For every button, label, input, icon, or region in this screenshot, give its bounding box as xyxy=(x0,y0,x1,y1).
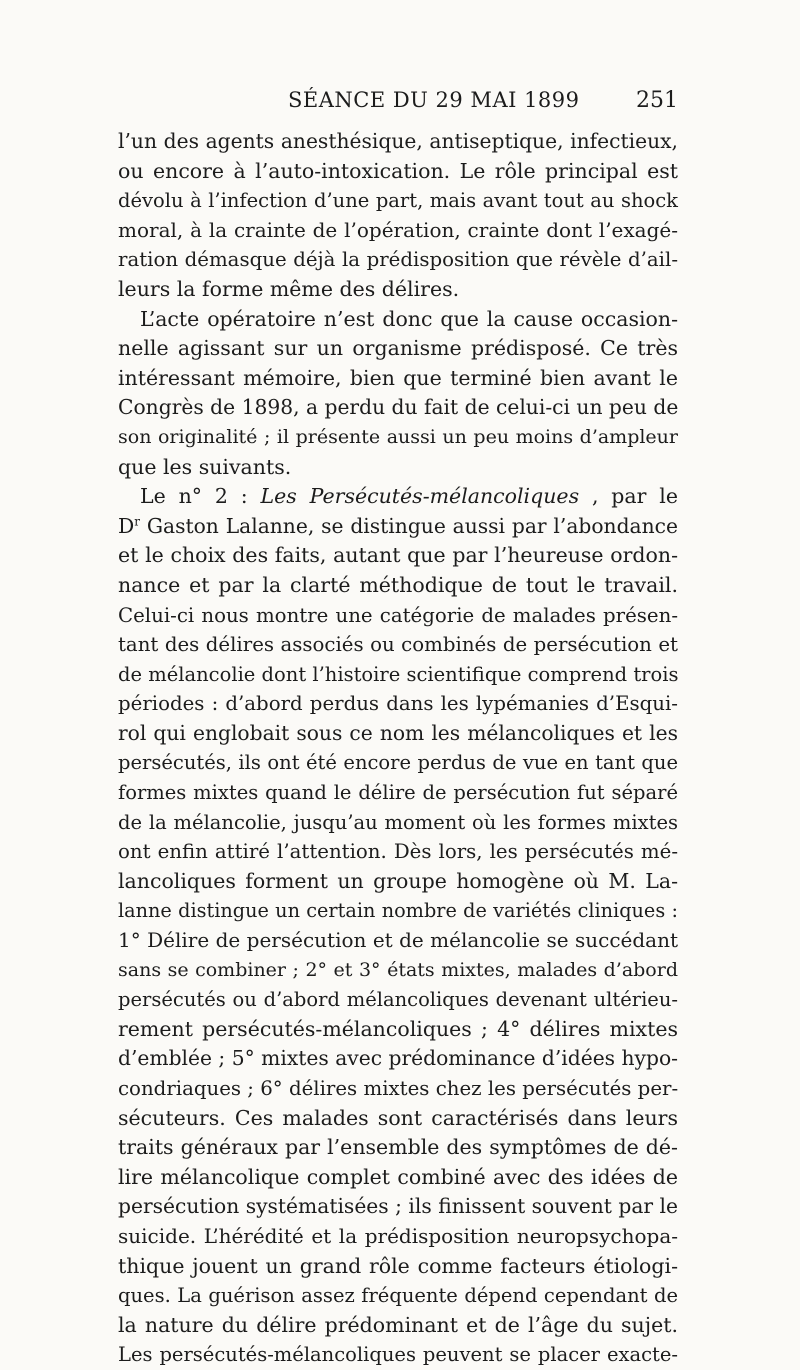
text-line: lancoliques forment un groupe homogène où M. La- xyxy=(118,868,678,893)
text-line: 1° Délire de persécution et de mélancolie se succédant xyxy=(118,928,678,953)
text-line: suicide. L’hérédité et la prédisposition neuropsychopa- xyxy=(118,1223,678,1248)
text-line: d’emblée ; 5° mixtes avec prédominance d’idées hypo- xyxy=(118,1046,678,1071)
line-prefix: Le n° 2 : xyxy=(140,484,261,509)
text-line: intéressant mémoire, bien que terminé bien avant le xyxy=(118,365,678,390)
text-line: l’un des agents anesthésique, antiseptique, infectieux, xyxy=(118,129,678,153)
text-line: nelle agissant sur un organisme prédisposé. Ce très xyxy=(118,336,678,361)
text-line: ration démasque déjà la prédisposition que révèle d’ail- xyxy=(118,248,678,272)
text-line: rol qui englobait sous ce nom les mélancoliques et les xyxy=(118,720,678,745)
text-line: tant des délires associés ou combinés de persécution et xyxy=(118,633,678,657)
line-suffix: , par le xyxy=(579,484,678,509)
text-line: sans se combiner ; 2° et 3° états mixtes, malades d’abord xyxy=(118,958,678,981)
text-line: et le choix des faits, autant que par l’heureuse ordon- xyxy=(118,543,678,568)
text-line: que les suivants. xyxy=(118,454,292,479)
text-line: Congrès de 1898, a perdu du fait de celui-ci un peu de xyxy=(118,395,679,420)
text-line xyxy=(118,512,678,542)
text-line: rement persécutés-mélancoliques ; 4° délires mixtes xyxy=(118,1016,678,1041)
text-line: nance et par la clarté méthodique de tout le travail. xyxy=(118,572,678,597)
text-line: lanne distingue un certain nombre de variétés cliniques : xyxy=(118,899,678,923)
text-line: de la mélancolie, jusqu’au moment où les formes mixtes xyxy=(118,810,678,834)
page-number: 251 xyxy=(636,88,678,113)
body-text xyxy=(118,127,678,1370)
text-line: de mélancolie dont l’histoire scientifique comprend trois xyxy=(118,662,679,686)
text-line: Celui-ci nous montre une catégorie de malades présen- xyxy=(118,603,678,627)
paragraph-start-line xyxy=(118,482,678,512)
text-line: périodes : d’abord perdus dans les lypémanies d’Esqui- xyxy=(118,692,678,716)
paragraph-start-line: L’acte opératoire n’est donc que la cause occasion- xyxy=(140,306,678,331)
superscript: r xyxy=(134,513,140,528)
text-line: lire mélancolique complet combiné avec des idées de xyxy=(118,1164,678,1189)
text-line: ou encore à l’auto-intoxication. Le rôle principal est xyxy=(118,158,678,183)
text-line: persécutés, ils ont été encore perdus de vue en tant que xyxy=(118,751,678,775)
line-prefix: D xyxy=(118,513,135,538)
text-line: persécutés ou d’abord mélancoliques devenant ultérieu- xyxy=(118,988,678,1012)
line-suffix: Gaston Lalanne, se distingue aussi par l’abondance xyxy=(140,513,678,538)
text-line: moral, à la crainte de l’opération, crainte dont l’exagé- xyxy=(118,217,678,242)
text-line: Les persécutés-mélancoliques peuvent se placer exacte- xyxy=(118,1343,678,1367)
text-line: la nature du délire prédominant et de l’âge du sujet. xyxy=(118,1312,678,1337)
running-head xyxy=(118,86,678,126)
text-line: leurs la forme même des délires. xyxy=(118,276,460,301)
running-title: SÉANCE DU 29 MAI 1899 xyxy=(288,88,580,112)
text-line: traits généraux par l’ensemble des symptômes de dé- xyxy=(118,1135,678,1160)
text-line: son originalité ; il présente aussi un peu moins d’ampleur xyxy=(118,425,678,448)
text-line: formes mixtes quand le délire de persécution fut séparé xyxy=(118,781,678,805)
text-line: ont enfin attiré l’attention. Dès lors, les persécutés mé- xyxy=(118,840,678,864)
text-line: thique jouent un grand rôle comme facteurs étiologi- xyxy=(118,1253,678,1278)
memoir-title: Les Persécutés-mélancoliques xyxy=(260,484,580,509)
text-line: persécution systématisées ; ils finissent souvent par le xyxy=(118,1194,678,1219)
text-line: sécuteurs. Ces malades sont caractérisés dans leurs xyxy=(118,1105,678,1130)
text-line: condriaques ; 6° délires mixtes chez les persécutés per- xyxy=(118,1077,679,1100)
text-line: ques. La guérison assez fréquente dépend cependant de xyxy=(118,1284,678,1308)
text-line: dévolu à l’infection d’une part, mais avant tout au shock xyxy=(118,189,678,213)
